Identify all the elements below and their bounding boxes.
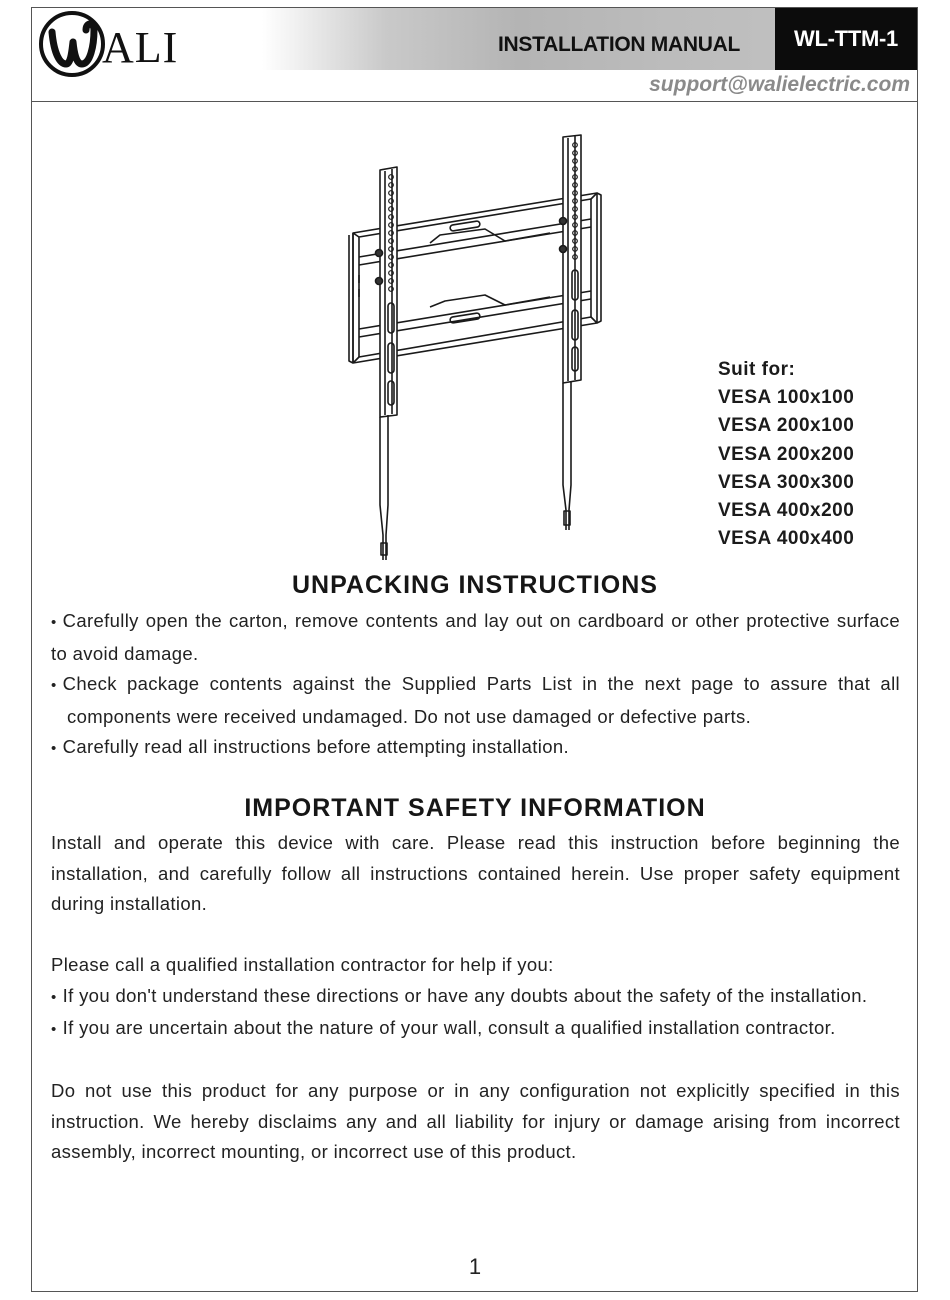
unpacking-instructions: [51, 606, 900, 765]
tv-wall-mount-bracket-drawing: [335, 125, 625, 570]
vesa-item: VESA 200x200: [718, 443, 855, 465]
vesa-item: VESA 100x100: [718, 387, 855, 409]
vesa-item: VESA 300x300: [718, 471, 855, 493]
safety-call-line: Please call a qualified installation contractor for help if you:: [51, 954, 554, 975]
safety-intro-paragraph: Install and operate this device with care. Please read this instruction before beginning the installation, and carefully follow all instructions contained herein. Use proper safety equipment during installation.: [51, 832, 900, 914]
vesa-item: VESA 400x200: [718, 500, 855, 522]
unpacking-instructions-heading: UNPACKING INSTRUCTIONS: [292, 571, 658, 599]
safety-bullet: • If you don't understand these directions or have any doubts about the safety of the installation.: [51, 981, 900, 1014]
svg-text:ALI: ALI: [102, 23, 179, 72]
safety-bullet: • If you are uncertain about the nature of your wall, consult a qualified installation contractor.: [51, 1013, 900, 1046]
vesa-item: VESA 400x400: [718, 528, 855, 550]
vesa-compatibility-list: [718, 356, 854, 553]
wali-logo: [38, 10, 208, 80]
page-number: 1: [468, 1254, 482, 1279]
unpacking-bullet: • Carefully open the carton, remove contents and lay out on cardboard or other protective surface to avoid damage.: [51, 606, 900, 669]
support-email: support@walielectric.com: [649, 73, 910, 96]
unpacking-bullet: • Check package contents against the Supplied Parts List in the next page to assure that all components were received undamaged. Do not use damaged or defective parts.: [51, 669, 900, 732]
vesa-item: VESA 200x100: [718, 415, 855, 437]
model-number-badge: [775, 8, 917, 70]
model-number: WL-TTM-1: [794, 26, 898, 51]
installation-manual-label: INSTALLATION MANUAL: [498, 33, 740, 56]
safety-information-heading: IMPORTANT SAFETY INFORMATION: [244, 794, 706, 822]
safety-information: [51, 828, 900, 1168]
header-divider: [32, 101, 917, 102]
disclaimer-paragraph: Do not use this product for any purpose or in any configuration not explicitly specified in this instruction. We hereby disclaims any and all liability for injury or damage arising from incorrect assembly, incorrect mounting, or incorrect use of this product.: [51, 1080, 900, 1162]
suit-for-heading: Suit for:: [718, 359, 796, 380]
unpacking-bullet: • Carefully read all instructions before attempting installation.: [51, 732, 900, 765]
